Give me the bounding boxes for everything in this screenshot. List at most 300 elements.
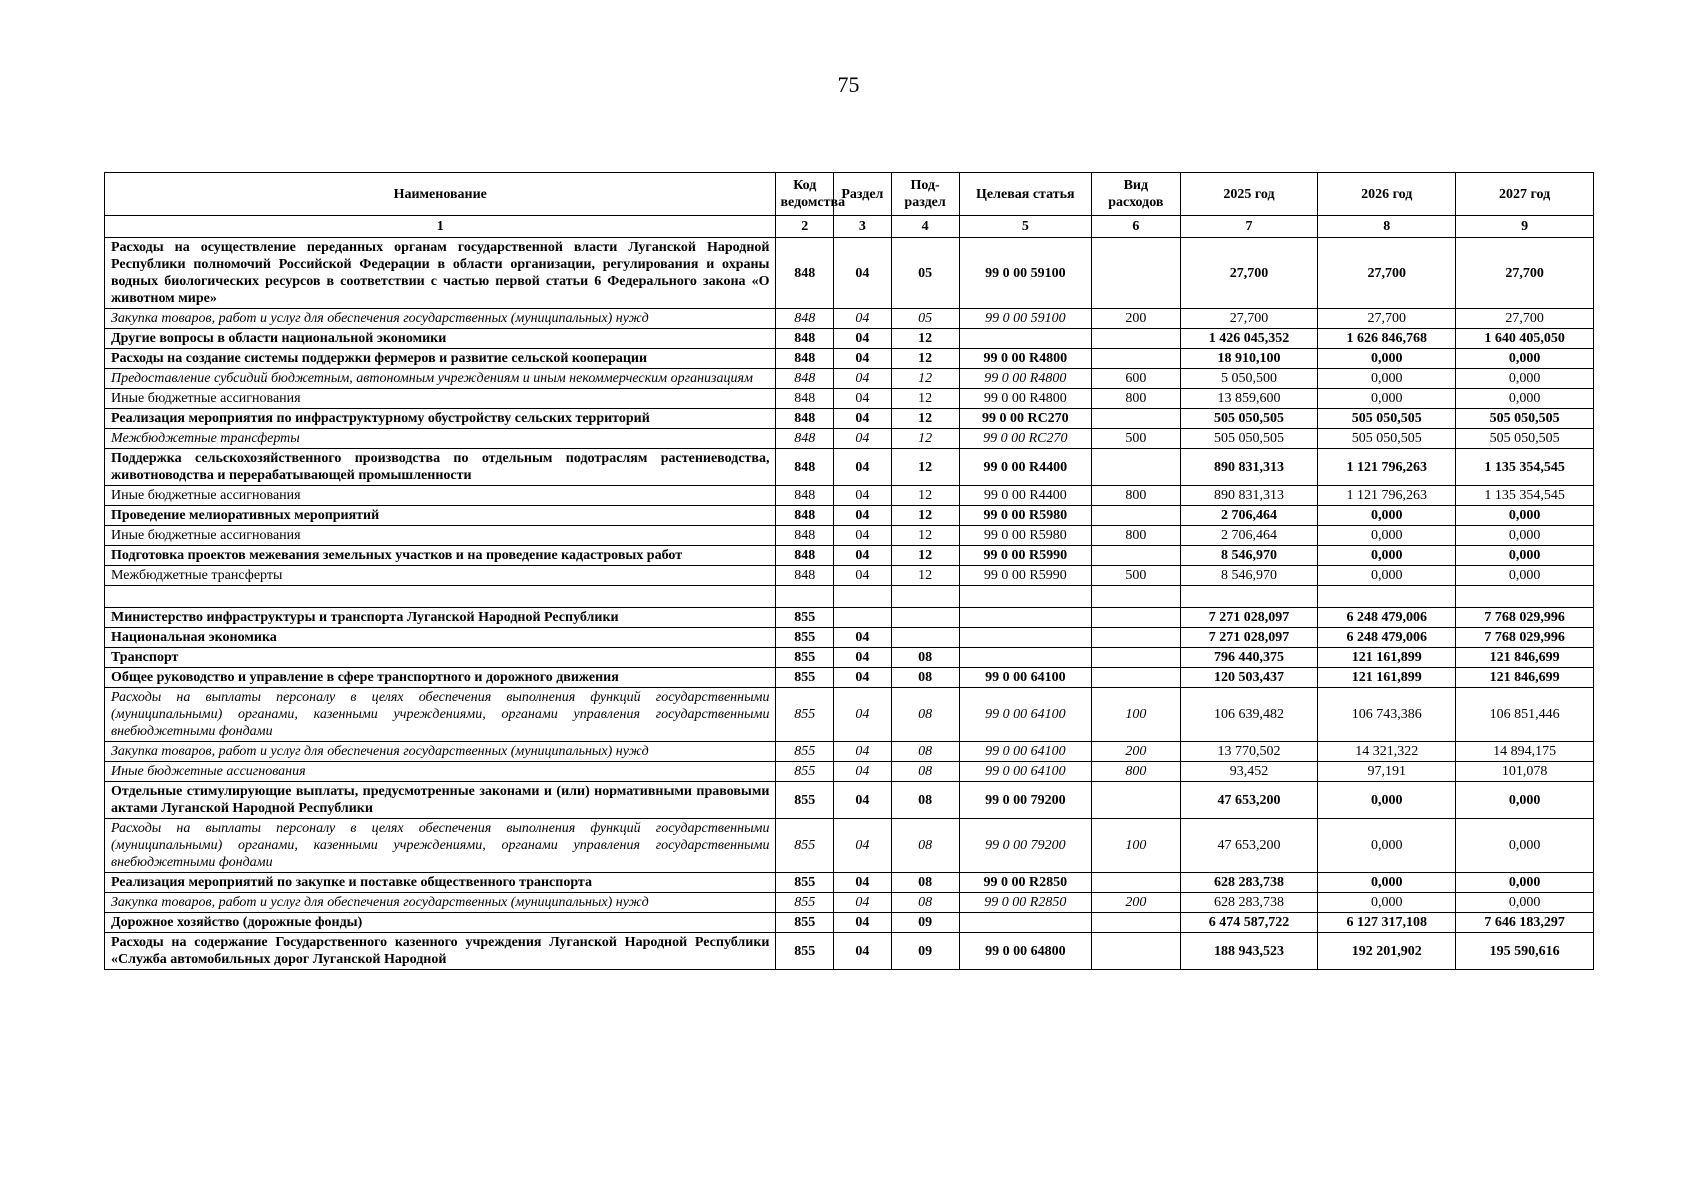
row-subsection: 12 [891, 409, 959, 429]
row-vid [1092, 409, 1180, 429]
row-value-2025: 18 910,100 [1180, 349, 1318, 369]
row-subsection: 08 [891, 782, 959, 819]
row-article: 99 0 00 RC270 [959, 429, 1092, 449]
row-section: 04 [834, 506, 892, 526]
row-article: 99 0 00 R4800 [959, 369, 1092, 389]
row-vid [1092, 668, 1180, 688]
row-subsection: 09 [891, 933, 959, 970]
row-value-2025: 47 653,200 [1180, 782, 1318, 819]
table-row [105, 409, 1594, 429]
row-subsection [891, 628, 959, 648]
row-value-2027: 121 846,699 [1456, 668, 1594, 688]
row-vid [1092, 782, 1180, 819]
row-section: 04 [834, 449, 892, 486]
row-name: Межбюджетные трансферты [105, 566, 776, 586]
row-name: Поддержка сельскохозяйственного производства по отдельным подотраслям растениеводства, животноводства и перерабатывающей промышленности [105, 449, 776, 486]
row-article: 99 0 00 79200 [959, 782, 1092, 819]
header-row [105, 173, 1594, 216]
row-value-2025: 2 706,464 [1180, 506, 1318, 526]
row-subsection: 09 [891, 913, 959, 933]
row-value-2025: 505 050,505 [1180, 429, 1318, 449]
row-section: 04 [834, 913, 892, 933]
row-vid: 200 [1092, 309, 1180, 329]
table-row [105, 742, 1594, 762]
row-section: 04 [834, 309, 892, 329]
page-number: 75 [837, 72, 860, 97]
row-code: 855 [776, 688, 834, 742]
row-code: 855 [776, 668, 834, 688]
row-vid: 800 [1092, 389, 1180, 409]
table-row [105, 873, 1594, 893]
row-vid: 100 [1092, 819, 1180, 873]
row-subsection: 08 [891, 668, 959, 688]
row-article: 99 0 00 59100 [959, 238, 1092, 309]
row-name: Общее руководство и управление в сфере транспортного и дорожного движения [105, 668, 776, 688]
row-value-2027: 121 846,699 [1456, 648, 1594, 668]
row-value-2026: 14 321,322 [1318, 742, 1456, 762]
row-name: Реализация мероприятия по инфраструктурному обустройству сельских территорий [105, 409, 776, 429]
row-name: Национальная экономика [105, 628, 776, 648]
table-row [105, 566, 1594, 586]
row-name: Министерство инфраструктуры и транспорта Луганской Народной Республики [105, 608, 776, 628]
row-article: 99 0 00 59100 [959, 309, 1092, 329]
table-row [105, 369, 1594, 389]
row-value-2026: 27,700 [1318, 309, 1456, 329]
column-number: 8 [1318, 216, 1456, 238]
table-row [105, 628, 1594, 648]
row-vid: 800 [1092, 526, 1180, 546]
row-article: 99 0 00 R5990 [959, 546, 1092, 566]
table-row [105, 329, 1594, 349]
row-value-2027: 0,000 [1456, 389, 1594, 409]
row-article: 99 0 00 64800 [959, 933, 1092, 970]
row-vid [1092, 546, 1180, 566]
row-value-2026: 505 050,505 [1318, 409, 1456, 429]
row-value-2027: 0,000 [1456, 819, 1594, 873]
header-2025: 2025 год [1180, 173, 1318, 216]
table-body [105, 238, 1594, 970]
row-code: 848 [776, 409, 834, 429]
row-section: 04 [834, 329, 892, 349]
row-vid [1092, 449, 1180, 486]
row-code: 855 [776, 819, 834, 873]
table-row [105, 349, 1594, 369]
row-section [834, 608, 892, 628]
row-section: 04 [834, 688, 892, 742]
row-section [834, 586, 892, 608]
row-section: 04 [834, 486, 892, 506]
row-value-2027: 0,000 [1456, 526, 1594, 546]
row-name: Отдельные стимулирующие выплаты, предусмотренные законами и (или) нормативными правовыми актами Луганской Народной Республики [105, 782, 776, 819]
row-code: 855 [776, 762, 834, 782]
row-name: Закупка товаров, работ и услуг для обеспечения государственных (муниципальных) нужд [105, 893, 776, 913]
row-value-2027: 106 851,446 [1456, 688, 1594, 742]
row-code: 855 [776, 913, 834, 933]
row-section: 04 [834, 873, 892, 893]
row-vid [1092, 238, 1180, 309]
row-vid [1092, 586, 1180, 608]
row-article: 99 0 00 R2850 [959, 873, 1092, 893]
row-name: Транспорт [105, 648, 776, 668]
row-code: 848 [776, 309, 834, 329]
row-value-2027: 0,000 [1456, 873, 1594, 893]
row-value-2025: 890 831,313 [1180, 449, 1318, 486]
row-vid: 100 [1092, 688, 1180, 742]
row-subsection: 08 [891, 648, 959, 668]
table-row [105, 688, 1594, 742]
row-section: 04 [834, 389, 892, 409]
row-article: 99 0 00 R2850 [959, 893, 1092, 913]
row-article: 99 0 00 R5990 [959, 566, 1092, 586]
row-subsection: 08 [891, 742, 959, 762]
row-value-2026: 0,000 [1318, 782, 1456, 819]
row-article [959, 329, 1092, 349]
row-value-2026: 0,000 [1318, 349, 1456, 369]
row-value-2026: 1 626 846,768 [1318, 329, 1456, 349]
row-value-2027: 0,000 [1456, 369, 1594, 389]
row-vid [1092, 933, 1180, 970]
row-section: 04 [834, 668, 892, 688]
row-name: Предоставление субсидий бюджетным, автономным учреждениям и иным некоммерческим организациям [105, 369, 776, 389]
table-row [105, 913, 1594, 933]
row-value-2025: 6 474 587,722 [1180, 913, 1318, 933]
column-number: 9 [1456, 216, 1594, 238]
row-code: 848 [776, 238, 834, 309]
row-vid [1092, 329, 1180, 349]
row-article: 99 0 00 64100 [959, 668, 1092, 688]
row-subsection: 12 [891, 329, 959, 349]
row-value-2025: 7 271 028,097 [1180, 628, 1318, 648]
table-row [105, 933, 1594, 970]
row-subsection: 12 [891, 566, 959, 586]
row-value-2025: 5 050,500 [1180, 369, 1318, 389]
row-subsection: 12 [891, 349, 959, 369]
row-section: 04 [834, 546, 892, 566]
row-code: 848 [776, 566, 834, 586]
row-code: 848 [776, 329, 834, 349]
row-value-2027: 7 768 029,996 [1456, 608, 1594, 628]
row-subsection: 12 [891, 449, 959, 486]
row-code: 848 [776, 429, 834, 449]
row-code: 855 [776, 608, 834, 628]
row-value-2027: 0,000 [1456, 349, 1594, 369]
table-row [105, 429, 1594, 449]
row-vid: 800 [1092, 762, 1180, 782]
row-value-2026: 27,700 [1318, 238, 1456, 309]
table-row [105, 586, 1594, 608]
row-article: 99 0 00 R4400 [959, 449, 1092, 486]
row-subsection [891, 586, 959, 608]
row-subsection: 08 [891, 688, 959, 742]
table-row [105, 893, 1594, 913]
row-value-2027: 7 768 029,996 [1456, 628, 1594, 648]
row-subsection: 12 [891, 486, 959, 506]
row-code: 855 [776, 873, 834, 893]
row-value-2025: 505 050,505 [1180, 409, 1318, 429]
row-subsection: 12 [891, 369, 959, 389]
row-value-2026: 97,191 [1318, 762, 1456, 782]
row-code: 848 [776, 506, 834, 526]
row-section: 04 [834, 819, 892, 873]
row-section: 04 [834, 526, 892, 546]
row-code: 855 [776, 933, 834, 970]
row-value-2025: 1 426 045,352 [1180, 329, 1318, 349]
row-value-2025: 13 770,502 [1180, 742, 1318, 762]
table-row [105, 782, 1594, 819]
row-code [776, 586, 834, 608]
header-name: Наименование [105, 173, 776, 216]
row-name: Иные бюджетные ассигнования [105, 762, 776, 782]
row-value-2025: 120 503,437 [1180, 668, 1318, 688]
row-name: Другие вопросы в области национальной экономики [105, 329, 776, 349]
row-value-2025: 47 653,200 [1180, 819, 1318, 873]
row-vid: 200 [1092, 893, 1180, 913]
row-value-2027: 505 050,505 [1456, 429, 1594, 449]
row-section: 04 [834, 628, 892, 648]
table-row [105, 486, 1594, 506]
row-article: 99 0 00 R5980 [959, 506, 1092, 526]
row-vid [1092, 349, 1180, 369]
row-code: 848 [776, 349, 834, 369]
row-article [959, 648, 1092, 668]
row-value-2027: 505 050,505 [1456, 409, 1594, 429]
row-name: Расходы на создание системы поддержки фермеров и развитие сельской кооперации [105, 349, 776, 369]
row-value-2026: 0,000 [1318, 546, 1456, 566]
row-value-2027: 0,000 [1456, 546, 1594, 566]
row-name: Реализация мероприятий по закупке и поставке общественного транспорта [105, 873, 776, 893]
row-value-2027: 0,000 [1456, 893, 1594, 913]
budget-table [104, 172, 1594, 970]
row-article: 99 0 00 64100 [959, 742, 1092, 762]
row-code: 848 [776, 389, 834, 409]
row-vid: 500 [1092, 566, 1180, 586]
row-subsection: 05 [891, 309, 959, 329]
column-number: 2 [776, 216, 834, 238]
table-row [105, 238, 1594, 309]
row-article [959, 628, 1092, 648]
row-subsection: 05 [891, 238, 959, 309]
row-vid: 800 [1092, 486, 1180, 506]
row-vid [1092, 628, 1180, 648]
table-row [105, 526, 1594, 546]
header-subsection: Под-раздел [891, 173, 959, 216]
table-row [105, 506, 1594, 526]
row-value-2027: 27,700 [1456, 238, 1594, 309]
column-number: 4 [891, 216, 959, 238]
row-value-2027: 195 590,616 [1456, 933, 1594, 970]
row-section: 04 [834, 648, 892, 668]
row-vid: 200 [1092, 742, 1180, 762]
row-section: 04 [834, 429, 892, 449]
row-name: Расходы на выплаты персоналу в целях обеспечения выполнения функций государственными (муниципальными) органами, казенными учреждениями, органами управления государственными внебюджетными фондами [105, 688, 776, 742]
row-value-2027 [1456, 586, 1594, 608]
row-value-2026: 121 161,899 [1318, 668, 1456, 688]
row-name: Межбюджетные трансферты [105, 429, 776, 449]
row-article: 99 0 00 R5980 [959, 526, 1092, 546]
row-name: Закупка товаров, работ и услуг для обеспечения государственных (муниципальных) нужд [105, 309, 776, 329]
row-code: 848 [776, 449, 834, 486]
row-section: 04 [834, 782, 892, 819]
row-name: Иные бюджетные ассигнования [105, 526, 776, 546]
row-subsection: 08 [891, 873, 959, 893]
row-value-2025: 796 440,375 [1180, 648, 1318, 668]
row-value-2027: 1 135 354,545 [1456, 486, 1594, 506]
row-value-2025: 188 943,523 [1180, 933, 1318, 970]
row-value-2026: 0,000 [1318, 566, 1456, 586]
row-section: 04 [834, 566, 892, 586]
row-name: Дорожное хозяйство (дорожные фонды) [105, 913, 776, 933]
header-vid: Вид расходов [1092, 173, 1180, 216]
row-code: 848 [776, 486, 834, 506]
table-row [105, 762, 1594, 782]
row-name: Расходы на осуществление переданных органам государственной власти Луганской Народной Республики полномочий Российской Федерации в области организации, регулирования и охраны водных биологических ресурсов в соответствии с частью первой статьи 6 Федерального закона «О животном мире» [105, 238, 776, 309]
row-article: 99 0 00 R4800 [959, 349, 1092, 369]
row-value-2027: 0,000 [1456, 566, 1594, 586]
row-article [959, 586, 1092, 608]
row-article: 99 0 00 79200 [959, 819, 1092, 873]
row-code: 848 [776, 526, 834, 546]
row-value-2025: 2 706,464 [1180, 526, 1318, 546]
row-value-2025: 8 546,970 [1180, 566, 1318, 586]
row-code: 848 [776, 546, 834, 566]
column-number: 5 [959, 216, 1092, 238]
row-value-2026: 0,000 [1318, 819, 1456, 873]
row-vid [1092, 648, 1180, 668]
row-value-2025: 628 283,738 [1180, 893, 1318, 913]
header-section: Раздел [834, 173, 892, 216]
row-value-2027: 101,078 [1456, 762, 1594, 782]
row-name: Подготовка проектов межевания земельных участков и на проведение кадастровых работ [105, 546, 776, 566]
column-number: 7 [1180, 216, 1318, 238]
table-row [105, 648, 1594, 668]
row-name: Расходы на содержание Государственного казенного учреждения Луганской Народной Республики «Служба автомобильных дорог Луганской Народной [105, 933, 776, 970]
row-value-2027: 14 894,175 [1456, 742, 1594, 762]
row-vid: 600 [1092, 369, 1180, 389]
row-code: 855 [776, 782, 834, 819]
header-2026: 2026 год [1318, 173, 1456, 216]
row-subsection [891, 608, 959, 628]
row-article [959, 913, 1092, 933]
row-subsection: 12 [891, 389, 959, 409]
row-value-2025: 13 859,600 [1180, 389, 1318, 409]
row-name: Закупка товаров, работ и услуг для обеспечения государственных (муниципальных) нужд [105, 742, 776, 762]
row-value-2025 [1180, 586, 1318, 608]
row-value-2025: 106 639,482 [1180, 688, 1318, 742]
row-value-2026: 1 121 796,263 [1318, 486, 1456, 506]
column-number: 1 [105, 216, 776, 238]
row-value-2026: 0,000 [1318, 389, 1456, 409]
table-row [105, 546, 1594, 566]
table-row [105, 449, 1594, 486]
header-2027: 2027 год [1456, 173, 1594, 216]
row-value-2026: 0,000 [1318, 893, 1456, 913]
row-value-2027: 0,000 [1456, 782, 1594, 819]
row-vid [1092, 608, 1180, 628]
row-value-2025: 628 283,738 [1180, 873, 1318, 893]
row-value-2026: 0,000 [1318, 873, 1456, 893]
row-article: 99 0 00 64100 [959, 762, 1092, 782]
column-number: 3 [834, 216, 892, 238]
row-value-2026: 0,000 [1318, 506, 1456, 526]
row-article: 99 0 00 R4400 [959, 486, 1092, 506]
header-code: Код ведомства [776, 173, 834, 216]
row-name: Расходы на выплаты персоналу в целях обеспечения выполнения функций государственными (муниципальными) органами, казенными учреждениями, органами управления государственными внебюджетными фондами [105, 819, 776, 873]
column-number: 6 [1092, 216, 1180, 238]
row-section: 04 [834, 742, 892, 762]
row-value-2026: 106 743,386 [1318, 688, 1456, 742]
row-code: 848 [776, 369, 834, 389]
row-code: 855 [776, 648, 834, 668]
row-value-2025: 7 271 028,097 [1180, 608, 1318, 628]
row-vid [1092, 913, 1180, 933]
row-value-2026: 1 121 796,263 [1318, 449, 1456, 486]
row-value-2026: 0,000 [1318, 526, 1456, 546]
row-subsection: 12 [891, 546, 959, 566]
row-value-2026: 505 050,505 [1318, 429, 1456, 449]
row-value-2026: 0,000 [1318, 369, 1456, 389]
row-vid: 500 [1092, 429, 1180, 449]
row-value-2025: 890 831,313 [1180, 486, 1318, 506]
row-value-2025: 27,700 [1180, 238, 1318, 309]
row-section: 04 [834, 369, 892, 389]
row-section: 04 [834, 238, 892, 309]
row-subsection: 12 [891, 526, 959, 546]
row-value-2026: 192 201,902 [1318, 933, 1456, 970]
row-subsection: 08 [891, 762, 959, 782]
row-value-2027: 27,700 [1456, 309, 1594, 329]
row-code: 855 [776, 628, 834, 648]
row-code: 855 [776, 742, 834, 762]
row-section: 04 [834, 409, 892, 429]
row-vid [1092, 506, 1180, 526]
table-row [105, 819, 1594, 873]
row-article: 99 0 00 RC270 [959, 409, 1092, 429]
table-row [105, 389, 1594, 409]
row-value-2026: 6 248 479,006 [1318, 628, 1456, 648]
row-value-2026: 6 127 317,108 [1318, 913, 1456, 933]
row-name: Иные бюджетные ассигнования [105, 486, 776, 506]
row-section: 04 [834, 762, 892, 782]
row-article: 99 0 00 R4800 [959, 389, 1092, 409]
row-value-2027: 1 640 405,050 [1456, 329, 1594, 349]
row-subsection: 12 [891, 429, 959, 449]
row-value-2025: 8 546,970 [1180, 546, 1318, 566]
row-code: 855 [776, 893, 834, 913]
row-section: 04 [834, 893, 892, 913]
table-row [105, 309, 1594, 329]
row-value-2025: 93,452 [1180, 762, 1318, 782]
row-name: Иные бюджетные ассигнования [105, 389, 776, 409]
row-value-2025: 27,700 [1180, 309, 1318, 329]
table-row [105, 608, 1594, 628]
row-name: Проведение мелиоративных мероприятий [105, 506, 776, 526]
row-vid [1092, 873, 1180, 893]
row-value-2027: 1 135 354,545 [1456, 449, 1594, 486]
table-row [105, 668, 1594, 688]
row-value-2027: 0,000 [1456, 506, 1594, 526]
row-subsection: 08 [891, 893, 959, 913]
row-subsection: 08 [891, 819, 959, 873]
header-article: Целевая статья [959, 173, 1092, 216]
row-article: 99 0 00 64100 [959, 688, 1092, 742]
row-value-2026 [1318, 586, 1456, 608]
row-value-2026: 6 248 479,006 [1318, 608, 1456, 628]
row-value-2027: 7 646 183,297 [1456, 913, 1594, 933]
row-article [959, 608, 1092, 628]
row-subsection: 12 [891, 506, 959, 526]
row-value-2026: 121 161,899 [1318, 648, 1456, 668]
row-name [105, 586, 776, 608]
